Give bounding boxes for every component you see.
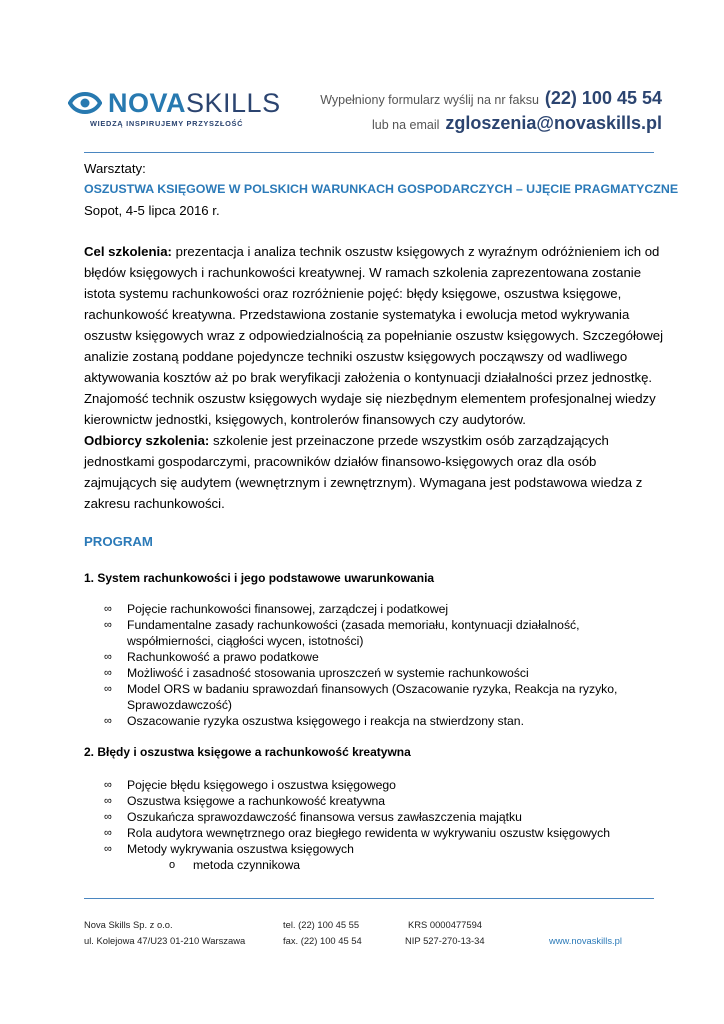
footer-fax: fax. (22) 100 45 54 bbox=[283, 935, 362, 946]
list-item: ∞ Możliwość i zasadność stosowania uproszczeń w systemie rachunkowości bbox=[104, 666, 529, 680]
footer-divider bbox=[84, 898, 654, 899]
logo-eye-icon bbox=[68, 88, 102, 118]
company-logo bbox=[68, 86, 288, 134]
fax-number: (22) 100 45 54 bbox=[544, 88, 662, 108]
program-title: PROGRAM bbox=[84, 534, 153, 549]
logo-skills: SKILLS bbox=[186, 88, 281, 118]
list-item: ∞ Oszustwa księgowe a rachunkowość kreatywna bbox=[104, 794, 386, 808]
list-item: ∞ Rola audytora wewnętrznego oraz biegłego rewidenta w wykrywaniu oszustw księgowych bbox=[104, 826, 611, 840]
infinity-bullet-icon: ∞ bbox=[104, 843, 112, 855]
logo-wordmark bbox=[108, 86, 281, 120]
workshop-topic: OSZUSTWA KSIĘGOWE W POLSKICH WARUNKACH GOSPODARCZYCH – UJĘCIE PRAGMATYCZNE bbox=[84, 182, 679, 196]
goal-paragraph bbox=[84, 241, 664, 430]
section-1-title: 1. System rachunkowości i jego podstawowe uwarunkowania bbox=[84, 571, 435, 585]
audience-label: Odbiorcy szkolenia: bbox=[84, 433, 210, 448]
list-item: ∞ Rachunkowość a prawo podatkowe bbox=[104, 650, 319, 664]
infinity-bullet-icon: ∞ bbox=[104, 667, 112, 679]
infinity-bullet-icon: ∞ bbox=[104, 827, 112, 839]
list-item: ∞ Metody wykrywania oszustwa księgowych o metoda czynnikowa bbox=[104, 841, 664, 873]
list-item: ∞ Pojęcie błędu księgowego i oszustwa księgowego bbox=[104, 778, 396, 792]
footer-address: ul. Kolejowa 47/U23 01-210 Warszawa bbox=[84, 935, 246, 946]
footer-tel: tel. (22) 100 45 55 bbox=[283, 919, 360, 930]
list-item: ∞ Pojęcie rachunkowości finansowej, zarządczej i podatkowej bbox=[104, 602, 449, 616]
infinity-bullet-icon: ∞ bbox=[104, 603, 112, 615]
email-label: lub na email bbox=[371, 118, 440, 132]
fax-line bbox=[320, 88, 662, 109]
infinity-bullet-icon: ∞ bbox=[104, 619, 112, 631]
workshop-label: Warsztaty: bbox=[84, 161, 146, 176]
sub-list bbox=[127, 857, 664, 873]
list-item: ∞ Oszukańcza sprawozdawczość finansowa versus zawłaszczenia majątku bbox=[104, 810, 522, 824]
fax-label: Wypełniony formularz wyślij na nr faksu bbox=[320, 93, 539, 107]
infinity-bullet-icon: ∞ bbox=[104, 795, 112, 807]
circle-bullet-icon: o bbox=[169, 859, 176, 871]
email-line bbox=[372, 113, 662, 134]
goal-text: prezentacja i analiza technik oszustw księgowych z wyraźnym odróżnieniem ich od błędów księgowych i rachunkowości kreatywnej. W ramach szkolenia zaprezentowana zostanie istota systemu rachunkowości oraz rozróżnienie pojęć: błędy księgowe, oszustwa księgowe, rachunkowość kreatywna. Przedstawiona zostanie systematyka i ewolucja metod wykrywania oszustw księgowych wraz z odpowiedzialnością za popełnianie oszustw księgowych. Szczegółowej analizie zostaną poddane pojedyncze techniki oszustw księgowych począwszy od wadliwego aktywowania kosztów aż po brak weryfikacji założenia o kontynuacji działalności przez jednostkę. Znajomość technik oszustw księgowych wydaje się niezbędnym elementem profesjonalnej wiedzy kierownictw jednostki, księgowych, kontrolerów finansowych czy audytorów. bbox=[84, 244, 664, 427]
list-item: ∞ Oszacowanie ryzyka oszustwa księgowego i reakcja na stwierdzony stan. bbox=[104, 714, 524, 728]
header-divider bbox=[84, 152, 654, 153]
workshop-place-date: Sopot, 4-5 lipca 2016 r. bbox=[84, 203, 220, 218]
footer-company: Nova Skills Sp. z o.o. bbox=[84, 919, 173, 930]
list-item: ∞ Model ORS w badaniu sprawozdań finansowych (Oszacowanie ryzyka, Reakcja na ryzyko, Sprawozdawczość) bbox=[104, 682, 618, 712]
footer-website-link[interactable]: www.novaskills.pl bbox=[549, 935, 622, 946]
section-2-title: 2. Błędy i oszustwa księgowe a rachunkowość kreatywna bbox=[84, 745, 411, 759]
description-block bbox=[84, 241, 664, 514]
infinity-bullet-icon: ∞ bbox=[104, 811, 112, 823]
infinity-bullet-icon: ∞ bbox=[104, 779, 112, 791]
section-1-list bbox=[104, 601, 664, 729]
footer-nip: NIP 527-270-13-34 bbox=[405, 935, 485, 946]
logo-nova: NOVA bbox=[108, 88, 187, 118]
sub-list-item: o metoda czynnikowa bbox=[169, 858, 301, 872]
goal-label: Cel szkolenia: bbox=[84, 244, 172, 259]
infinity-bullet-icon: ∞ bbox=[104, 715, 112, 727]
list-item: ∞ Fundamentalne zasady rachunkowości (zasada memoriału, kontynuacji działalność, współmierności, ciągłości wycen, istotności) bbox=[104, 618, 580, 648]
audience-text: szkolenie jest przeinaczone przede wszystkim osób zarządzających jednostkami gospodarczymi, pracowników działów finansowo-księgowych oraz dla osób zajmujących się audytem (wewnętrznym i zewnętrznym). Wymagana jest podstawowa wiedza z zakresu rachunkowości. bbox=[84, 433, 643, 511]
logo-tagline: WIEDZĄ INSPIRUJEMY PRZYSZŁOŚĆ bbox=[90, 119, 244, 128]
section-2-list bbox=[104, 777, 664, 873]
infinity-bullet-icon: ∞ bbox=[104, 651, 112, 663]
infinity-bullet-icon: ∞ bbox=[104, 683, 112, 695]
footer-krs: KRS 0000477594 bbox=[408, 919, 483, 930]
email-address[interactable]: zgloszenia@novaskills.pl bbox=[445, 113, 662, 133]
audience-paragraph bbox=[84, 430, 664, 514]
